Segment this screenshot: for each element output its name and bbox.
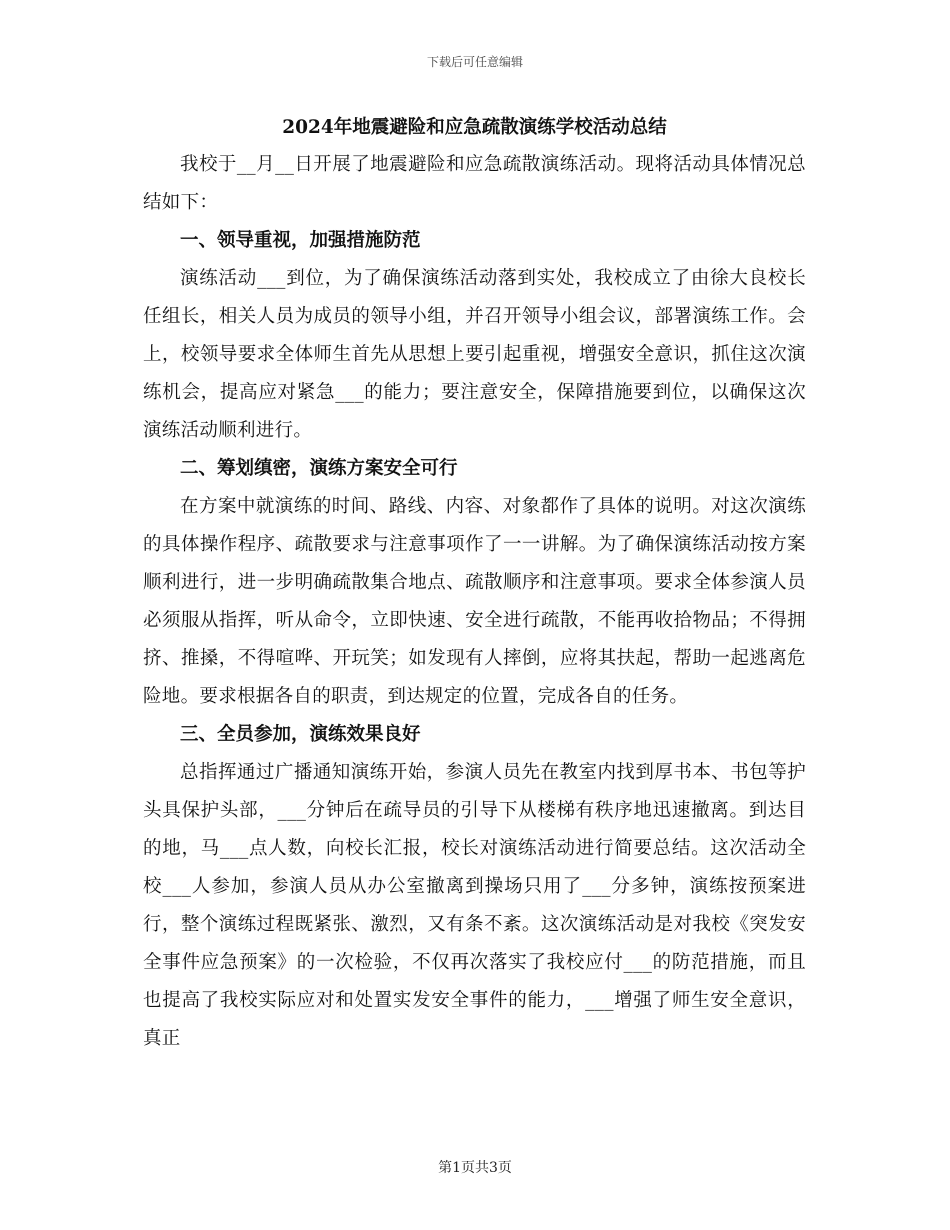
section-body-2: 在方案中就演练的时间、路线、内容、对象都作了具体的说明。对这次演练的具体操作程序、疏散要求与注意事项作了一一讲解。为了确保演练活动按方案顺利进行，进一步明确疏散集合地点、疏散顺序和注意事项。要求全体参演人员必须服从指挥，听从命令，立即快速、安全进行疏散，不能再收拾物品；不得拥挤、推搡，不得喧哗、开玩笑；如发现有人摔倒，应将其扶起，帮助一起逃离危险地。要求根据各自的职责，到达规定的位置，完成各自的任务。 <box>143 496 806 707</box>
page-footer: 第1页共3页 <box>438 1160 512 1176</box>
section-heading-2: 二、筹划缜密，演练方案安全可行 <box>180 458 458 479</box>
document-body <box>143 112 806 1058</box>
section-body-3: 总指挥通过广播通知演练开始，参演人员先在教室内找到厚书本、书包等护头具保护头部，___分钟后在疏导员的引导下从楼梯有秩序地迅速撤离。到达目的地，马___点人数，向校长汇报，校长对演练活动进行简要总结。这次活动全校___人参加，参演人员从办公室撤离到操场只用了___分多钟，演练按预案进行，整个演练过程既紧张、激烈，又有条不紊。这次演练活动是对我校《突发安全事件应急预案》的一次检验，不仅再次落实了我校应付___的防范措施，而且也提高了我校实际应对和处置实发安全事件的能力，___增强了师生安全意识，真正 <box>143 762 806 1049</box>
document-title: 2024年地震避险和应急疏散演练学校活动总结 <box>282 117 667 138</box>
section-body-1: 演练活动___到位，为了确保演练活动落到实处，我校成立了由徐大良校长任组长，相关人员为成员的领导小组，并召开领导小组会议，部署演练工作。会上，校领导要求全体师生首先从思想上要引起重视，增强安全意识，抓住这次演练机会，提高应对紧急___的能力；要注意安全，保障措施要到位，以确保这次演练活动顺利进行。 <box>143 268 806 441</box>
header-note: 下载后可任意编辑 <box>426 55 523 69</box>
intro-paragraph: 我校于__月__日开展了地震避险和应急疏散演练活动。现将活动具体情况总结如下： <box>143 154 806 213</box>
section-heading-1: 一、领导重视，加强措施防范 <box>180 230 421 251</box>
section-heading-3: 三、全员参加，演练效果良好 <box>180 724 421 745</box>
